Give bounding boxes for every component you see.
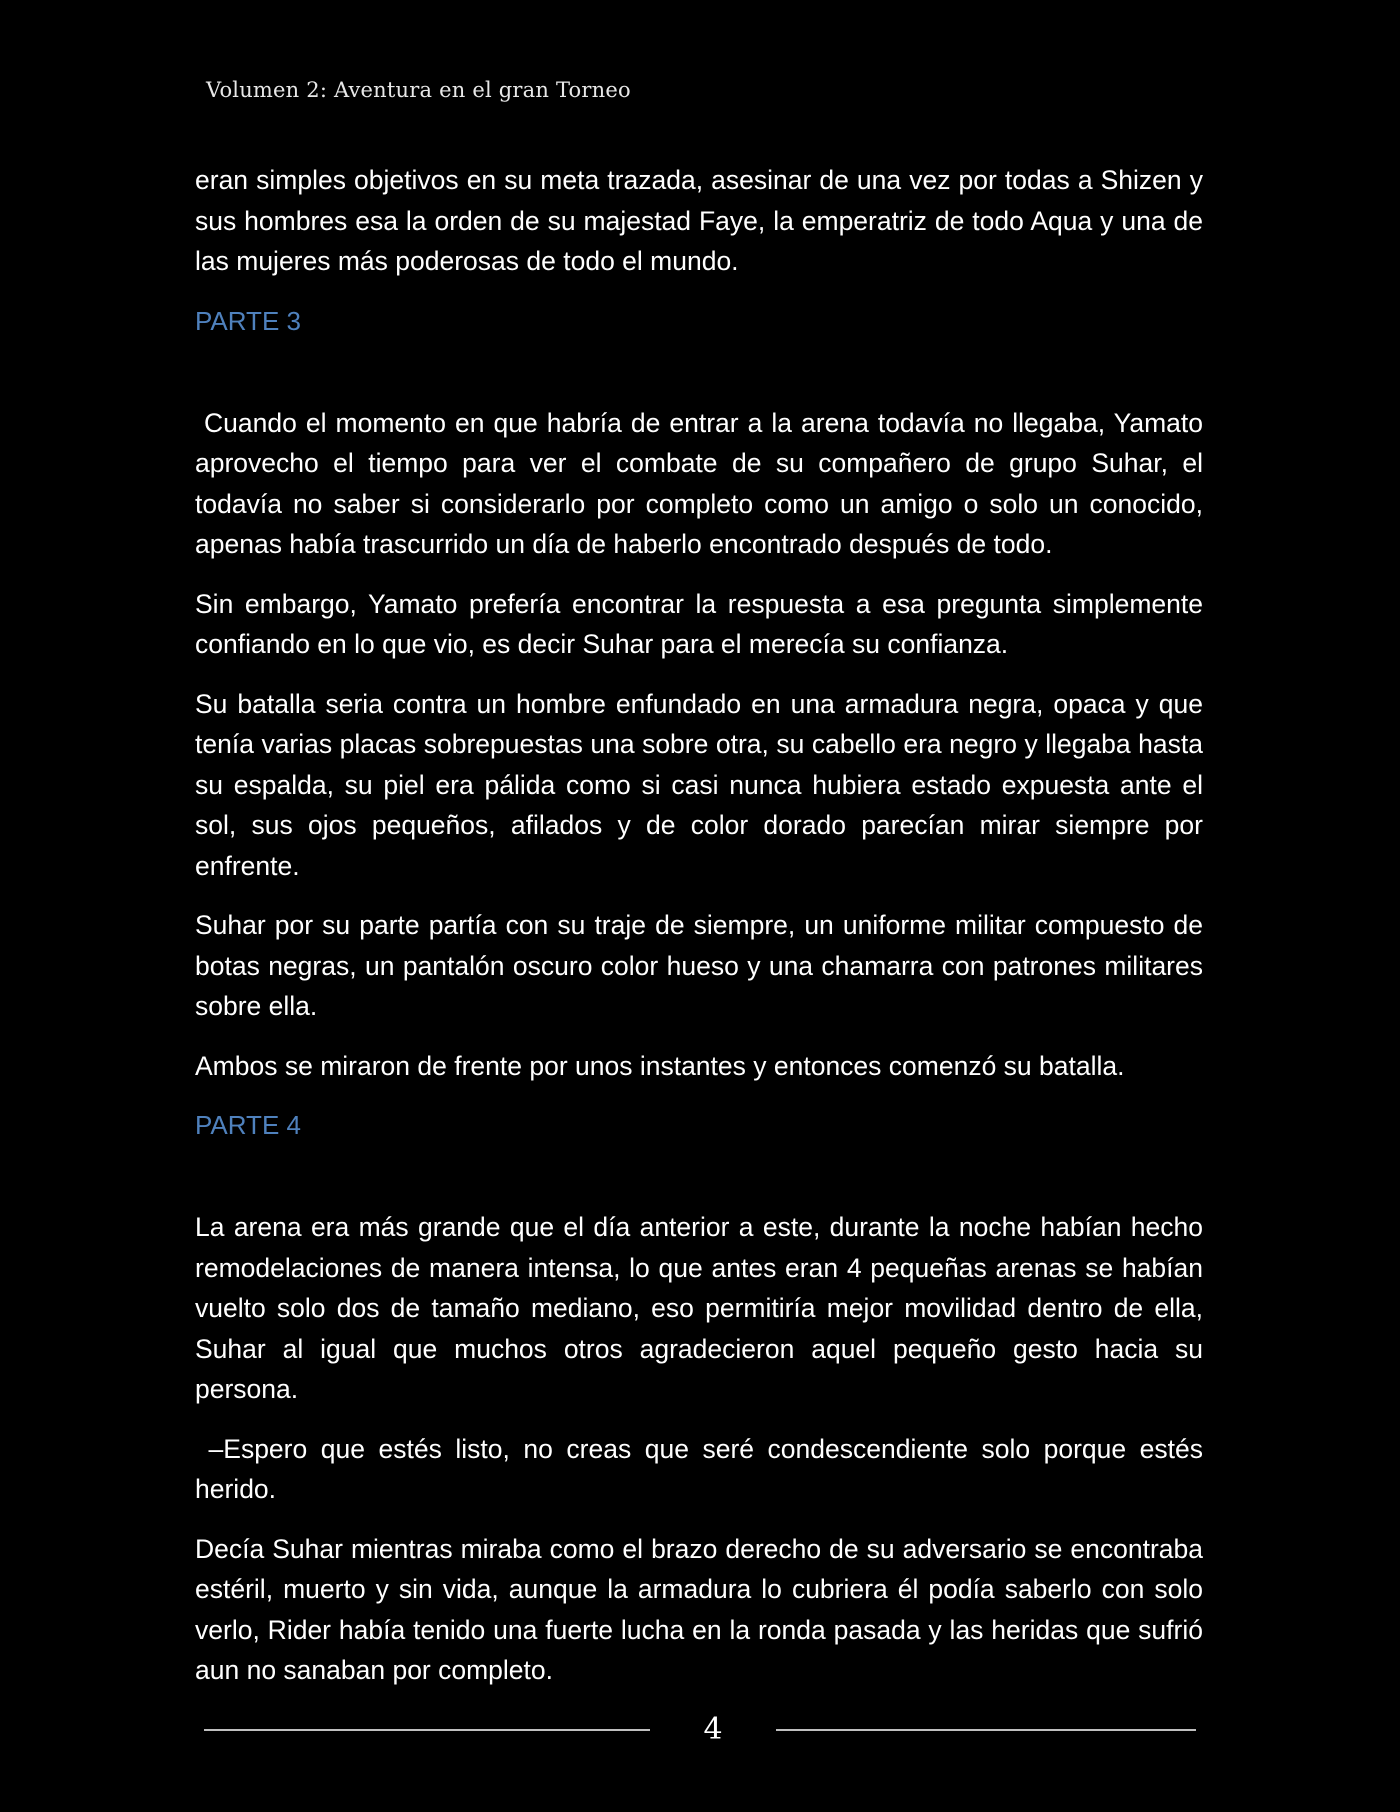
body-paragraph: eran simples objetivos en su meta trazada, asesinar de una vez por todas a Shizen y sus hombres esa la orden de su majestad Faye, la emperatriz de todo Aqua y una de las mujeres más poderosas de todo el mundo.	[195, 165, 1203, 276]
dialogue-paragraph: –Espero que estés listo, no creas que seré condescendiente solo porque estés herido.	[195, 1433, 1211, 1504]
body-paragraph: Ambos se miraron de frente por unos instantes y entonces comenzó su batalla.	[195, 1050, 1125, 1081]
footer-rule-left	[204, 1729, 650, 1731]
body-paragraph: Sin embargo, Yamato prefería encontrar la respuesta a esa pregunta simplemente confiando en lo que vio, es decir Suhar para el merecía su confianza.	[195, 588, 1203, 659]
body-paragraph: Cuando el momento en que habría de entrar a la arena todavía no llegaba, Yamato aprovecho el tiempo para ver el combate de su compañero de grupo Suhar, el todavía no saber si considerarlo por completo como un amigo o solo un conocido, apenas había trascurrido un día de haberlo encontrado después de todo.	[195, 407, 1211, 559]
page-body	[195, 160, 1211, 1710]
body-paragraph: Suhar por su parte partía con su traje de siempre, un uniforme militar compuesto de botas negras, un pantalón oscuro color hueso y una chamarra con patrones militares sobre ella.	[195, 910, 1203, 1021]
running-header: Volumen 2: Aventura en el gran Torneo	[206, 78, 631, 102]
body-paragraph: Su batalla seria contra un hombre enfundado en una armadura negra, opaca y que tenía varias placas sobrepuestas una sobre otra, su cabello era negro y llegaba hasta su espalda, su piel era pálida como si casi nunca hubiera estado expuesta ante el sol, sus ojos pequeños, afilados y de color dorado parecían mirar siempre por enfrente.	[195, 688, 1203, 881]
section-heading-parte-3: PARTE 3	[195, 305, 301, 336]
section-heading-parte-4: PARTE 4	[195, 1110, 301, 1140]
body-paragraph: La arena era más grande que el día anterior a este, durante la noche habían hecho remodelaciones de manera intensa, lo que antes eran 4 pequeñas arenas se habían vuelto solo dos de tamaño mediano, eso permitiría mejor movilidad dentro de ella, Suhar al igual que muchos otros agradecieron aquel pequeño gesto hacia su persona.	[195, 1212, 1203, 1404]
body-paragraph: Decía Suhar mientras miraba como el brazo derecho de su adversario se encontraba estéril, muerto y sin vida, aunque la armadura lo cubriera él podía saberlo con solo verlo, Rider había tenido una fuerte lucha en la ronda pasada y las heridas que sufrió aun no sanaban por completo.	[195, 1533, 1203, 1685]
page-number: 4	[703, 1712, 723, 1747]
footer-rule-right	[776, 1729, 1196, 1731]
